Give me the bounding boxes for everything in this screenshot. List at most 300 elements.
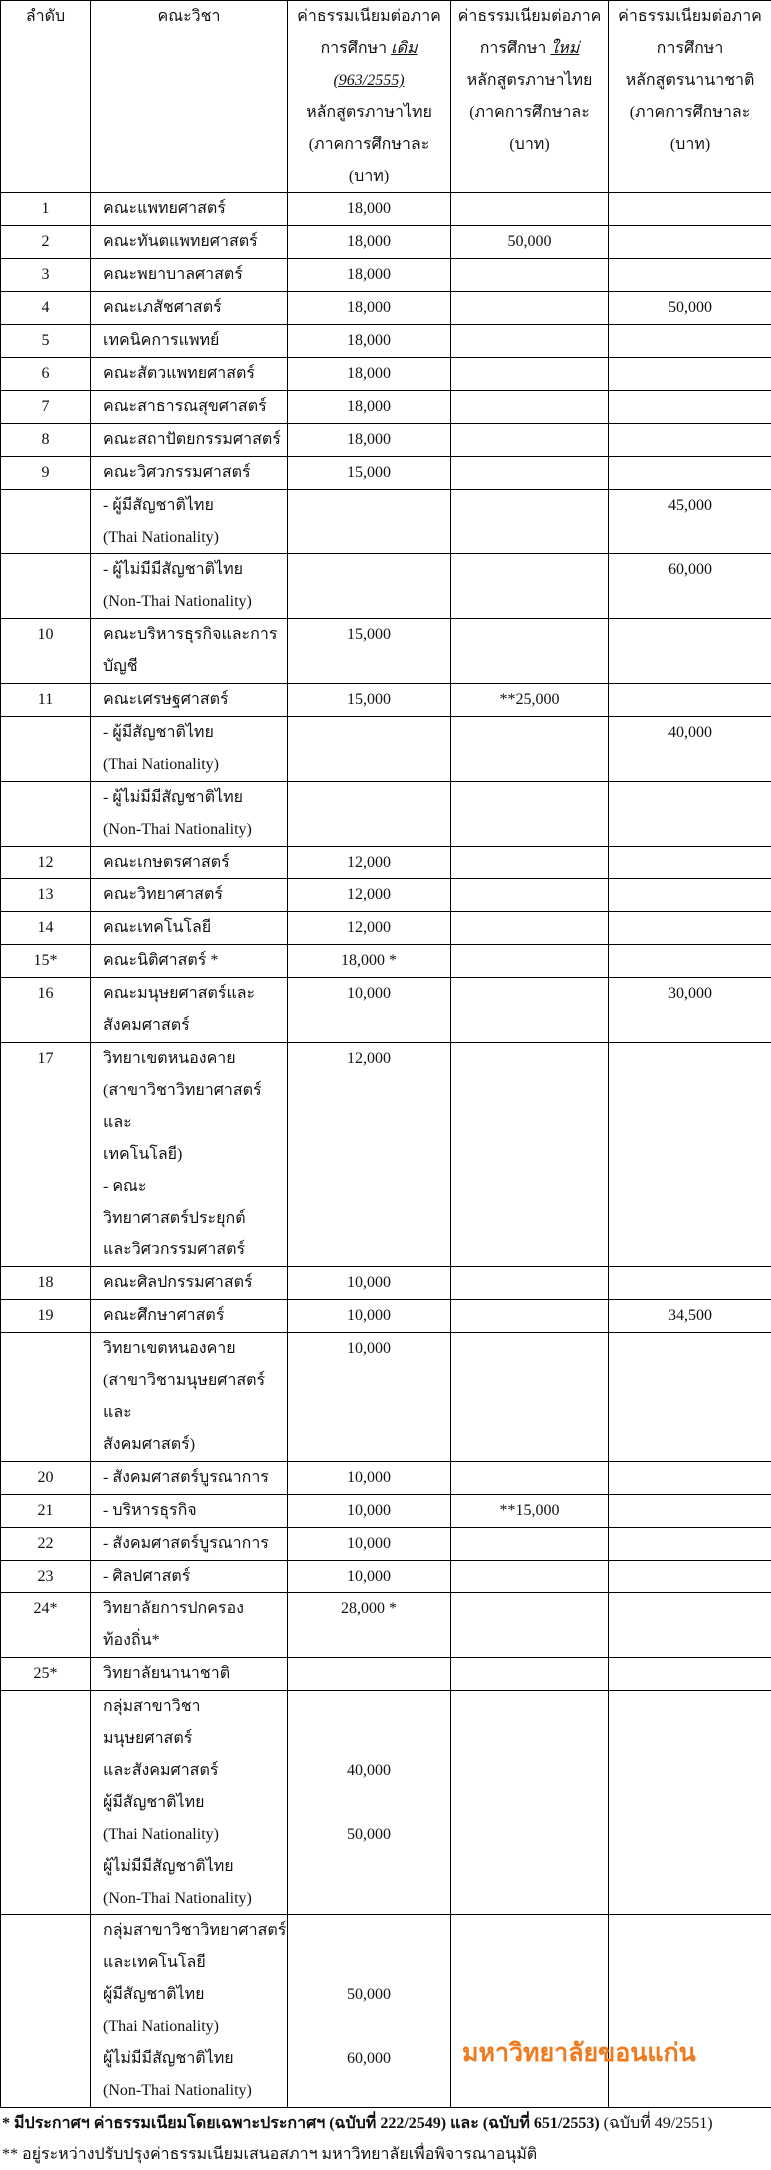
row-number: 24* [1,1593,91,1658]
new-fee [451,1333,609,1462]
old-fee-line: 18,000 [288,226,450,258]
new-fee [451,846,609,879]
faculty-name-line: คณะพยาบาลศาสตร์ [103,259,287,291]
old-fee [288,619,451,684]
old-fee-line [288,1691,450,1723]
old-fee [288,1593,451,1658]
table-row [1,259,771,292]
table-row [1,945,771,978]
new-fee [451,357,609,390]
header-new-label: ใหม่ [550,40,579,57]
table-body [1,193,771,2107]
faculty-name [91,1915,288,2107]
old-fee [288,945,451,978]
new-fee [451,489,609,554]
new-fee [451,945,609,978]
old-fee-line: 18,000 [288,259,450,291]
faculty-name-line: - ผู้ไม่มีมีสัญชาติไทย [103,554,287,586]
faculty-name-line: วิทยาลัยนานาชาติ [103,1658,287,1690]
table-row [1,193,771,226]
faculty-name [91,456,288,489]
faculty-name [91,1494,288,1527]
header-faculty: คณะวิชา [91,1,288,193]
header-text: การศึกษา [320,40,387,57]
old-fee [288,912,451,945]
old-fee-line: 10,000 [288,978,450,1010]
intl-fee-line: 30,000 [609,978,771,1010]
intl-fee-line: 34,500 [609,1300,771,1332]
row-number: 19 [1,1300,91,1333]
intl-fee-line: 50,000 [609,292,771,324]
old-fee-line: 10,000 [288,1462,450,1494]
intl-fee [609,1494,771,1527]
header-line: ค่าธรรมเนียมต่อภาค [451,1,608,33]
faculty-name [91,1267,288,1300]
row-number: 14 [1,912,91,945]
old-fee [288,226,451,259]
new-fee [451,1043,609,1267]
intl-fee [609,259,771,292]
faculty-name [91,489,288,554]
faculty-name [91,716,288,781]
new-fee [451,456,609,489]
old-fee-line: 12,000 [288,912,450,944]
intl-fee [609,390,771,423]
faculty-name-line: ผู้ไม่มีมีสัญชาติไทย [103,2043,287,2075]
faculty-name-line: และสังคมศาสตร์ [103,1755,287,1787]
faculty-name-line: สังคมศาสตร์ [103,1010,287,1042]
table-row [1,292,771,325]
footnote-1-bold: * มีประกาศฯ ค่าธรรมเนียมโดยเฉพาะประกาศฯ (ฉบับที่ 222/2549) และ (ฉบับที่ 651/2553) [2,2115,600,2132]
old-fee-line: 18,000 [288,325,450,357]
faculty-name-line: คณะทันตแพทยศาสตร์ [103,226,287,258]
faculty-name-line: คณะสัตวแพทยศาสตร์ [103,358,287,390]
old-fee-line: 15,000 [288,684,450,716]
old-fee [288,390,451,423]
faculty-name [91,554,288,619]
faculty-name [91,1300,288,1333]
table-row [1,1043,771,1267]
old-fee [288,357,451,390]
new-fee [451,716,609,781]
faculty-name [91,879,288,912]
intl-fee [609,879,771,912]
header-line: หลักสูตรนานาชาติ [609,65,771,97]
row-number [1,716,91,781]
faculty-name [91,945,288,978]
intl-fee [609,292,771,325]
faculty-name-line: คณะบริหารธุรกิจและการ [103,619,287,651]
table-row [1,1333,771,1462]
new-fee [451,325,609,358]
faculty-name-line: เทคโนโลยี) [103,1139,287,1171]
intl-fee [609,456,771,489]
row-number: 23 [1,1560,91,1593]
new-fee [451,423,609,456]
table-row [1,716,771,781]
row-number: 15* [1,945,91,978]
faculty-name-line: สังคมศาสตร์) [103,1429,287,1461]
header-line: (บาท) [609,129,771,161]
table-row [1,1691,771,1915]
table-row [1,1527,771,1560]
row-number [1,1333,91,1462]
faculty-name [91,1560,288,1593]
header-line: (ภาคการศึกษาละ [288,129,450,161]
faculty-name-line: คณะเศรษฐศาสตร์ [103,684,287,716]
row-number: 25* [1,1658,91,1691]
intl-fee [609,978,771,1043]
header-new-fee [451,1,609,193]
row-number: 22 [1,1527,91,1560]
new-fee [451,1461,609,1494]
table-row [1,619,771,684]
faculty-name-line: (Non-Thai Nationality) [103,2075,287,2107]
faculty-name-line: กลุ่มสาขาวิชาวิทยาศาสตร์ [103,1915,287,1947]
old-fee-line [288,1723,450,1755]
intl-fee [609,1915,771,2107]
faculty-name [91,292,288,325]
faculty-name-line: และเทคโนโลยี [103,1947,287,1979]
faculty-name [91,619,288,684]
new-fee [451,684,609,717]
faculty-name-line: (สาขาวิชาวิทยาศาสตร์และ [103,1075,287,1139]
faculty-name [91,1043,288,1267]
header-line: (บาท) [288,161,450,193]
old-fee-line: 10,000 [288,1333,450,1365]
new-fee [451,1267,609,1300]
faculty-name-line: (สาขาวิชามนุษยศาสตร์และ [103,1365,287,1429]
row-number: 4 [1,292,91,325]
intl-fee [609,1593,771,1658]
old-fee-line: 28,000 * [288,1593,450,1625]
intl-fee [609,489,771,554]
table-row [1,423,771,456]
old-fee [288,554,451,619]
header-line: (บาท) [451,129,608,161]
new-fee [451,978,609,1043]
table-row [1,489,771,554]
faculty-name-line: วิทยาเขตหนองคาย [103,1043,287,1075]
faculty-name-line: คณะศึกษาศาสตร์ [103,1300,287,1332]
old-fee-line [288,1851,450,1883]
table-row [1,1300,771,1333]
header-old-label: เดิม [391,40,417,57]
old-fee-line: 15,000 [288,619,450,651]
old-fee-line: 10,000 [288,1561,450,1593]
faculty-name-line: (Thai Nationality) [103,2011,287,2043]
new-fee [451,619,609,684]
header-line: หลักสูตรภาษาไทย [451,65,608,97]
row-number: 1 [1,193,91,226]
table-row [1,357,771,390]
faculty-name [91,423,288,456]
intl-fee [609,781,771,846]
faculty-name-line: คณะเทคโนโลยี [103,912,287,944]
old-fee-line: 12,000 [288,879,450,911]
intl-fee [609,1527,771,1560]
old-fee-line [288,1947,450,1979]
table-row [1,554,771,619]
old-fee-line: 18,000 [288,391,450,423]
table-row [1,1267,771,1300]
old-fee [288,1461,451,1494]
faculty-name-line: ผู้มีสัญชาติไทย [103,1979,287,2011]
old-fee-line: 10,000 [288,1528,450,1560]
faculty-name-line: (Thai Nationality) [103,1819,287,1851]
footnote-1 [0,2108,771,2139]
old-fee [288,879,451,912]
old-fee [288,781,451,846]
intl-fee [609,1461,771,1494]
new-fee [451,390,609,423]
intl-fee [609,1300,771,1333]
intl-fee [609,945,771,978]
intl-fee [609,1691,771,1915]
old-fee [288,1691,451,1915]
old-fee [288,1043,451,1267]
old-fee [288,1527,451,1560]
faculty-name-line: คณะมนุษยศาสตร์และ [103,978,287,1010]
faculty-name-line: ผู้ไม่มีมีสัญชาติไทย [103,1851,287,1883]
new-fee [451,912,609,945]
row-number: 10 [1,619,91,684]
new-fee-line: 50,000 [451,226,608,258]
old-fee [288,1494,451,1527]
new-fee [451,554,609,619]
intl-fee [609,1658,771,1691]
faculty-name-line: - คณะวิทยาศาสตร์ประยุกต์ [103,1171,287,1235]
intl-fee [609,716,771,781]
faculty-name [91,193,288,226]
intl-fee [609,912,771,945]
faculty-name [91,1691,288,1915]
old-fee [288,1300,451,1333]
old-fee [288,456,451,489]
new-fee [451,226,609,259]
old-fee [288,1915,451,2107]
table-row [1,456,771,489]
faculty-name-line: คณะนิติศาสตร์ * [103,945,287,977]
row-number: 9 [1,456,91,489]
header-line: ค่าธรรมเนียมต่อภาค [609,1,771,33]
intl-fee [609,1560,771,1593]
old-fee [288,846,451,879]
intl-fee-line: 60,000 [609,554,771,586]
header-line [288,33,450,65]
old-fee [288,1560,451,1593]
header-line: ค่าธรรมเนียมต่อภาค [288,1,450,33]
intl-fee [609,357,771,390]
row-number [1,554,91,619]
old-fee-line: 18,000 * [288,945,450,977]
table-row [1,879,771,912]
table-row [1,684,771,717]
table-row [1,226,771,259]
intl-fee [609,684,771,717]
old-fee [288,325,451,358]
new-fee [451,1691,609,1915]
intl-fee [609,619,771,684]
faculty-name [91,1333,288,1462]
faculty-name [91,1527,288,1560]
row-number [1,489,91,554]
new-fee-line: **15,000 [451,1495,608,1527]
faculty-name [91,1593,288,1658]
row-number [1,1691,91,1915]
new-fee [451,1560,609,1593]
row-number: 8 [1,423,91,456]
table-row [1,390,771,423]
old-fee-line [288,1787,450,1819]
faculty-name-line: - สังคมศาสตร์บูรณาการ [103,1462,287,1494]
faculty-name-line: คณะวิทยาศาสตร์ [103,879,287,911]
old-fee [288,684,451,717]
row-number [1,781,91,846]
new-fee-line: **25,000 [451,684,608,716]
faculty-name-line: วิทยาลัยการปกครอง [103,1593,287,1625]
old-fee [288,423,451,456]
intl-fee [609,325,771,358]
row-number: 12 [1,846,91,879]
row-number: 18 [1,1267,91,1300]
faculty-name-line: (Thai Nationality) [103,749,287,781]
intl-fee [609,1043,771,1267]
faculty-name-line: ท้องถิ่น* [103,1625,287,1657]
faculty-name [91,1461,288,1494]
old-fee-line [288,1915,450,1947]
table-row [1,1658,771,1691]
old-fee-line: 50,000 [288,1979,450,2011]
old-fee-line [288,2075,450,2107]
faculty-name-line: - ผู้มีสัญชาติไทย [103,490,287,522]
table-row [1,1560,771,1593]
old-fee-line: 18,000 [288,292,450,324]
faculty-name-line: คณะศิลปกรรมศาสตร์ [103,1267,287,1299]
row-number: 5 [1,325,91,358]
old-fee-line: 10,000 [288,1267,450,1299]
faculty-name-line: และวิศวกรรมศาสตร์ [103,1234,287,1266]
intl-fee [609,846,771,879]
row-number: 7 [1,390,91,423]
faculty-name-line: คณะเกษตรศาสตร์ [103,847,287,879]
new-fee [451,1915,609,2107]
faculty-name-line: คณะเภสัชศาสตร์ [103,292,287,324]
faculty-name-line: คณะสาธารณสุขศาสตร์ [103,391,287,423]
intl-fee-line: 40,000 [609,717,771,749]
old-fee-line: 15,000 [288,457,450,489]
faculty-name [91,357,288,390]
footnote-2: ** อยู่ระหว่างปรับปรุงค่าธรรมเนียมเสนอสภาฯ มหาวิทยาลัยเพื่อพิจารณาอนุมัติ [0,2139,771,2170]
faculty-name-line: - บริหารธุรกิจ [103,1495,287,1527]
row-number: 11 [1,684,91,717]
header-line: (ภาคการศึกษาละ [451,97,608,129]
old-fee-line: 50,000 [288,1819,450,1851]
new-fee [451,193,609,226]
faculty-name-line: (Thai Nationality) [103,522,287,554]
row-number: 21 [1,1494,91,1527]
new-fee [451,781,609,846]
header-line: หลักสูตรภาษาไทย [288,97,450,129]
old-fee [288,292,451,325]
header-line [451,33,608,65]
table-row [1,781,771,846]
table-row [1,846,771,879]
old-fee-line: 18,000 [288,193,450,225]
university-watermark: มหาวิทยาลัยขอนแก่น [462,2038,696,2068]
new-fee [451,259,609,292]
old-fee-line: 12,000 [288,1043,450,1075]
faculty-name-line: คณะวิศวกรรมศาสตร์ [103,457,287,489]
header-line: การศึกษา [609,33,771,65]
header-old-fee [288,1,451,193]
table-row [1,978,771,1043]
new-fee [451,1300,609,1333]
row-number: 6 [1,357,91,390]
faculty-name [91,259,288,292]
table-row [1,325,771,358]
header-old-ref: (963/2555) [288,65,450,97]
table-row [1,1494,771,1527]
old-fee [288,716,451,781]
new-fee [451,1494,609,1527]
new-fee [451,1527,609,1560]
intl-fee [609,423,771,456]
faculty-name-line: (Non-Thai Nationality) [103,1883,287,1915]
intl-fee [609,1333,771,1462]
faculty-name [91,781,288,846]
old-fee-line: 10,000 [288,1300,450,1332]
old-fee-line: 18,000 [288,424,450,456]
faculty-name [91,390,288,423]
old-fee-line: 12,000 [288,847,450,879]
header-no: ลำดับ [1,1,91,193]
table-row [1,1461,771,1494]
old-fee-line: 40,000 [288,1755,450,1787]
faculty-name [91,325,288,358]
faculty-name-line: เทคนิคการแพทย์ [103,325,287,357]
row-number: 17 [1,1043,91,1267]
new-fee [451,879,609,912]
new-fee [451,1658,609,1691]
intl-fee [609,226,771,259]
faculty-name-line: - สังคมศาสตร์บูรณาการ [103,1528,287,1560]
faculty-name-line: ผู้มีสัญชาติไทย [103,1787,287,1819]
intl-fee-line: 45,000 [609,490,771,522]
old-fee-line: 18,000 [288,358,450,390]
faculty-name [91,978,288,1043]
old-fee [288,193,451,226]
old-fee [288,489,451,554]
old-fee-line [288,2011,450,2043]
intl-fee [609,554,771,619]
faculty-name-line: - ผู้ไม่มีมีสัญชาติไทย [103,782,287,814]
faculty-name-line: - ศิลปศาสตร์ [103,1561,287,1593]
faculty-name-line: คณะสถาปัตยกรรมศาสตร์ [103,424,287,456]
old-fee [288,1267,451,1300]
header-text: การศึกษา [480,40,547,57]
faculty-name-line: คณะแพทยศาสตร์ [103,193,287,225]
faculty-name-line: (Non-Thai Nationality) [103,586,287,618]
header-intl-fee [609,1,771,193]
old-fee [288,1333,451,1462]
faculty-name-line: วิทยาเขตหนองคาย [103,1333,287,1365]
faculty-name-line: กลุ่มสาขาวิชามนุษยศาสตร์ [103,1691,287,1755]
old-fee-line: 10,000 [288,1495,450,1527]
faculty-name [91,684,288,717]
faculty-name-line: - ผู้มีสัญชาติไทย [103,717,287,749]
header-row [1,1,771,193]
